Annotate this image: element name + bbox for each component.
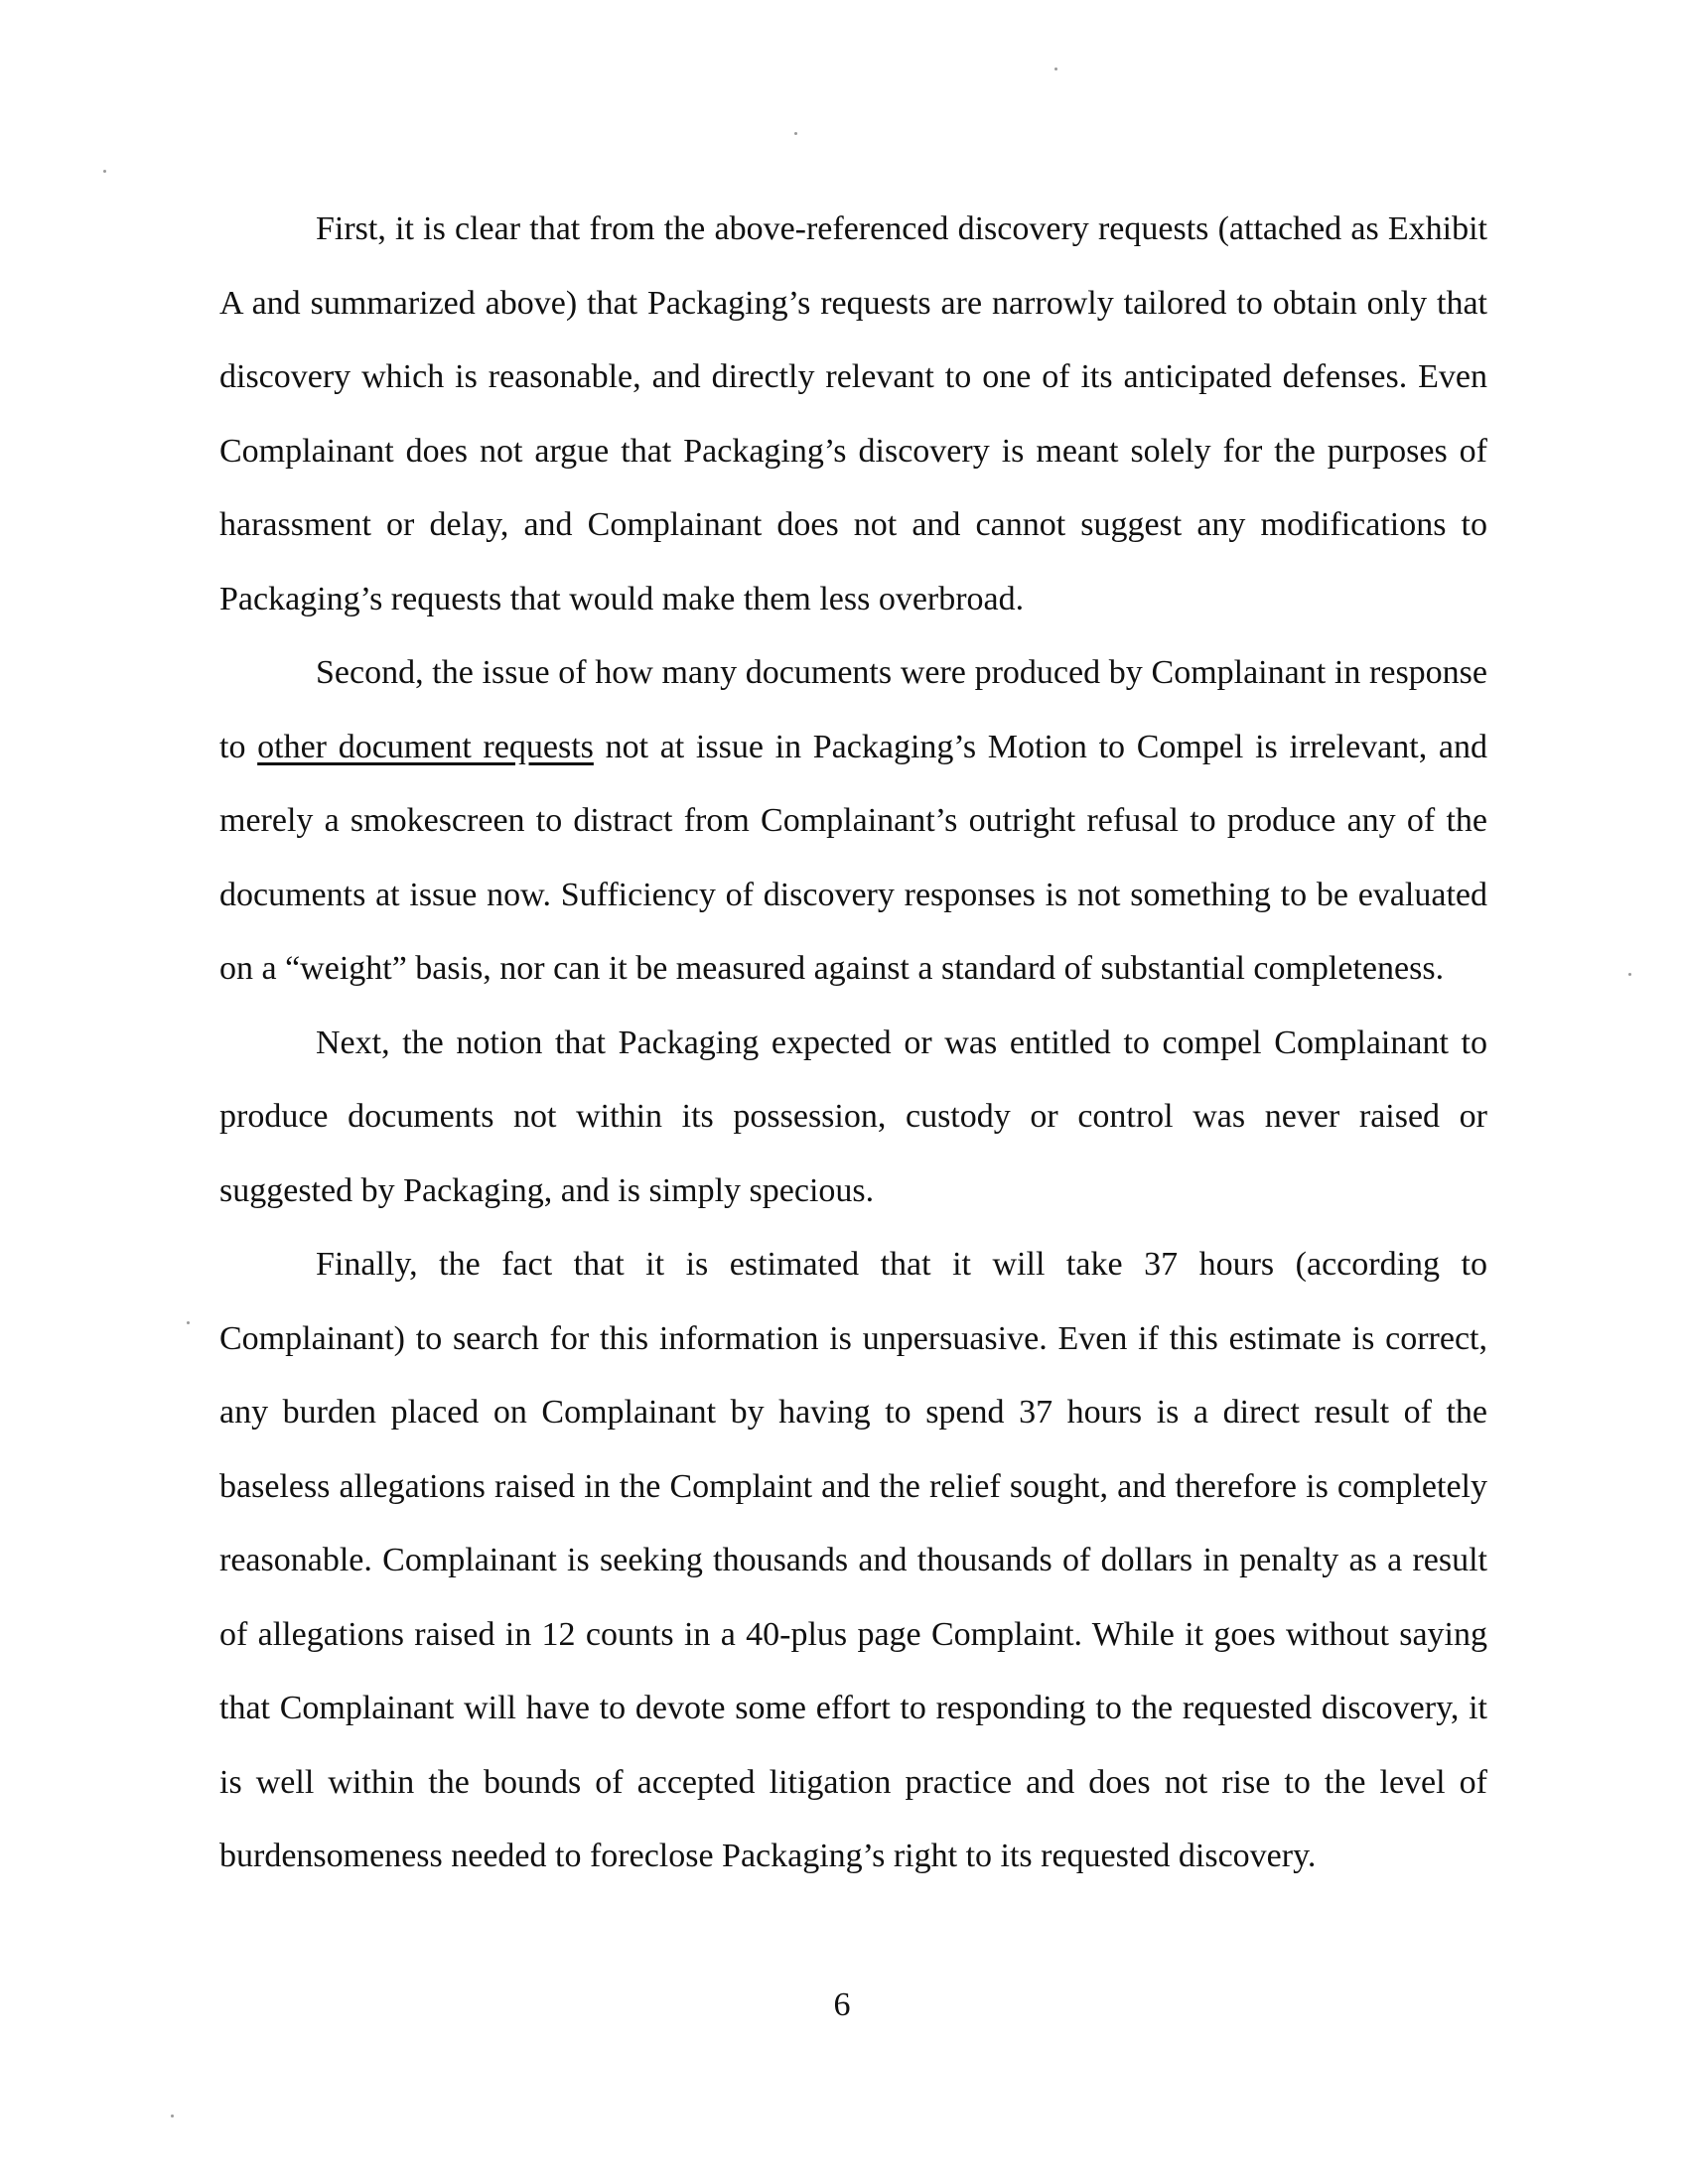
- scan-speck: [103, 170, 106, 173]
- page-number: 6: [833, 1986, 851, 2023]
- scan-speck: [187, 1321, 190, 1324]
- paragraph-second-rest: not at issue in Packaging’s Motion to Compel is irrelevant, and merely a smokescreen to distract from Complainant’s outright refusal to produce any of the documents at issue now. Sufficiency of discovery responses is not something to be evaluated on a “weight” basis, nor can it be measured against a standard of substantial completeness.: [219, 728, 1487, 987]
- scan-speck: [1628, 973, 1631, 976]
- paragraph-finally: Finally, the fact that it is estimated that it will take 37 hours (according to Complainant) to search for this information is unpersuasive. Even if this estimate is correct, any burden placed on Complainant by having to spend 37 hours is a direct result of the baseless allegations raised in the Complaint and the relief sought, and therefore is completely reasonable. Complainant is seeking thousands and thousands of dollars in penalty as a result of allegations raised in 12 counts in a 40-plus page Complaint. While it goes without saying that Complainant will have to devote some effort to responding to the requested discovery, it is well within the bounds of accepted litigation practice and does not rise to the level of burdensomeness needed to foreclose Packaging’s right to its requested discovery.: [219, 1246, 1487, 1874]
- scan-speck: [171, 2115, 174, 2117]
- paragraph-first: First, it is clear that from the above-referenced discovery requests (attached as Exhibit A and summarized above) that Packaging’s requests are narrowly tailored to obtain only that discovery which is reasonable, and directly relevant to one of its anticipated defenses. Even Complainant does not argue that Packaging’s discovery is meant solely for the purposes of harassment or delay, and Complainant does not and cannot suggest any modifications to Packaging’s requests that would make them less overbroad.: [219, 210, 1487, 617]
- scan-speck: [794, 132, 797, 135]
- paragraph-second: [219, 636, 1487, 1007]
- underlined-phrase: other document requests: [257, 728, 594, 765]
- paragraph-next: Next, the notion that Packaging expected or was entitled to compel Complainant to produce documents not within its possession, custody or control was never raised or suggested by Packaging, and is simply specious.: [219, 1024, 1487, 1209]
- paragraph-second-lead: Second, the issue of how many documents were produced by Complainant in response to: [219, 654, 1487, 765]
- document-body: [219, 193, 1487, 1894]
- scan-speck: [1054, 68, 1057, 70]
